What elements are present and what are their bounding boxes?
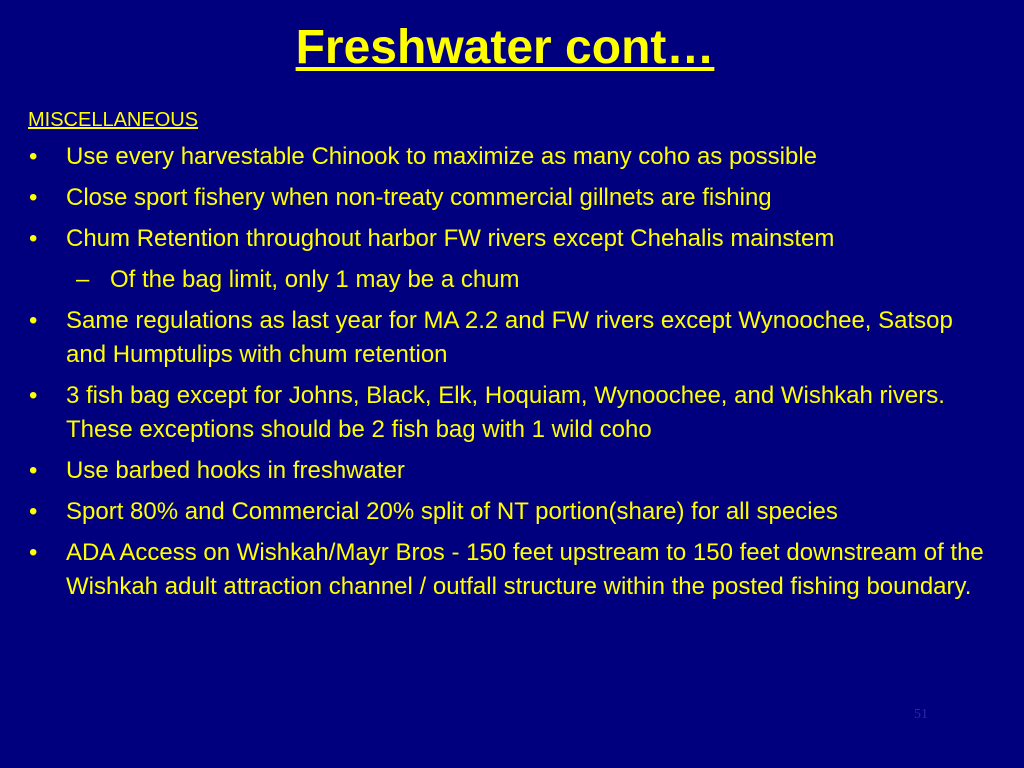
page-number: 51 xyxy=(914,707,928,722)
list-item xyxy=(28,140,988,174)
list-item-text: Use every harvestable Chinook to maximize as many coho as possible xyxy=(66,143,818,170)
list-item-text: Close sport fishery when non-treaty commercial gillnets are fishing xyxy=(66,184,772,211)
bullet-marker: • xyxy=(29,143,38,170)
section-heading: MISCELLANEOUS xyxy=(28,109,199,131)
list-item xyxy=(28,495,988,529)
slide-title: Freshwater cont… xyxy=(295,21,715,74)
bullet-marker: • xyxy=(29,498,38,525)
list-item xyxy=(28,536,988,604)
list-item xyxy=(28,379,988,447)
bullet-marker: • xyxy=(29,539,38,566)
sub-list-item xyxy=(28,263,988,297)
list-item-text: ADA Access on Wishkah/Mayr Bros - 150 feet upstream to 150 feet downstream of the Wishkah adult attraction channel / outfall structure within the posted fishing boundary. xyxy=(66,539,984,600)
sub-list-item-text: Of the bag limit, only 1 may be a chum xyxy=(110,266,520,293)
bullet-marker: • xyxy=(29,184,38,211)
bullet-marker: • xyxy=(29,457,38,484)
bullet-marker: • xyxy=(29,382,38,409)
list-item-text: 3 fish bag except for Johns, Black, Elk, Hoquiam, Wynoochee, and Wishkah rivers. These exceptions should be 2 fish bag with 1 wild coho xyxy=(66,382,945,443)
list-item xyxy=(28,181,988,215)
slide-body xyxy=(28,106,988,611)
bullet-marker: • xyxy=(29,225,38,252)
dash-marker: – xyxy=(76,266,90,293)
list-item-text: Sport 80% and Commercial 20% split of NT portion(share) for all species xyxy=(66,498,838,525)
list-item-text: Same regulations as last year for MA 2.2 and FW rivers except Wynoochee, Satsop and Humptulips with chum retention xyxy=(66,307,953,368)
list-item-text: Use barbed hooks in freshwater xyxy=(66,457,405,484)
list-item xyxy=(28,304,988,372)
list-item xyxy=(28,454,988,488)
list-item xyxy=(28,222,988,256)
list-item-text: Chum Retention throughout harbor FW rivers except Chehalis mainstem xyxy=(66,225,835,252)
bullet-marker: • xyxy=(29,307,38,334)
